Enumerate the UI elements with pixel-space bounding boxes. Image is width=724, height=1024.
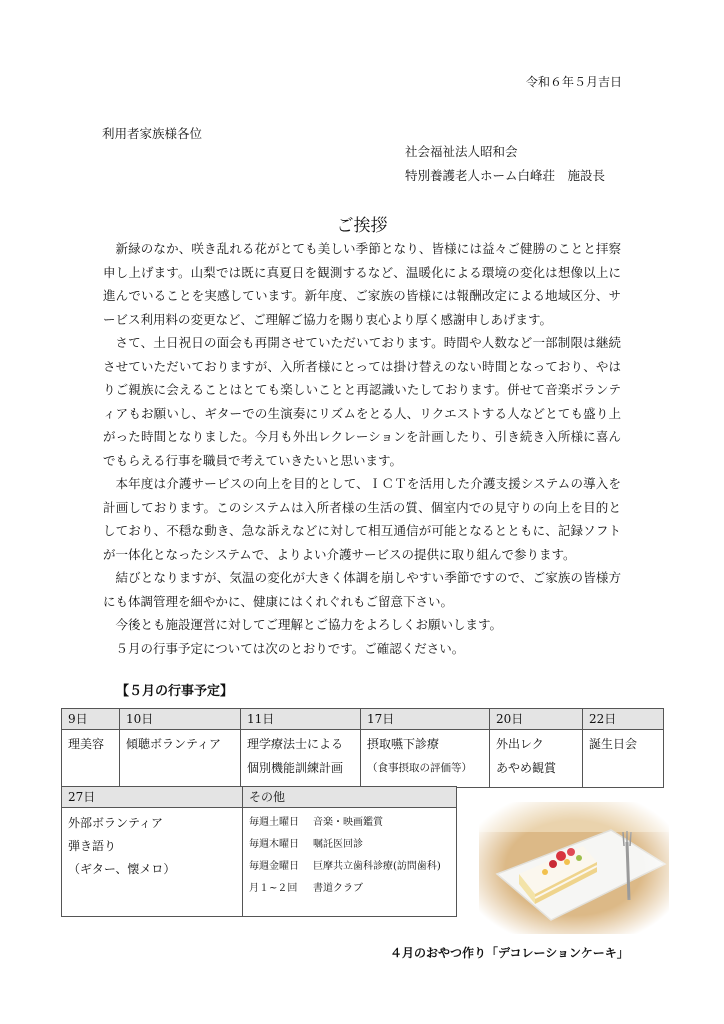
others-header-cell: その他	[243, 787, 457, 808]
schedule-event-cell	[62, 808, 243, 917]
schedule-event-cell	[583, 730, 664, 788]
others-item	[249, 878, 450, 900]
letter-date: 令和６年５月吉日	[525, 75, 622, 89]
schedule-table-main	[61, 708, 664, 788]
schedule-event-cell	[241, 730, 361, 788]
paragraph: 新緑のなか、咲き乱れる花がとても美しい季節となり、皆様には益々ご健勝のことと拝察申し上げます。山梨では既に真夏日を観測するなど、温暖化による環境の変化は想像以上に進んでいることを実感しています。新年度、ご家族の皆様には報酬改定による地域区分、サービス利用料の変更など、ご理解ご協力を賜り衷心より厚く感謝申しあげます。	[103, 241, 621, 327]
others-when: 毎週金曜日	[249, 861, 299, 872]
letter-body	[103, 237, 621, 660]
others-what: 嘱託医回診	[313, 839, 363, 850]
schedule-date-row	[62, 709, 664, 730]
schedule-date-row	[62, 787, 457, 808]
event-text: 誕生日会	[589, 737, 638, 751]
others-what: 巨摩共立歯科診療(訪問歯科)	[313, 861, 441, 872]
others-when: 月１~２回	[249, 883, 298, 894]
schedule-date-cell: 17日	[361, 709, 490, 730]
event-text: あやめ観賞	[496, 761, 557, 775]
others-when: 毎週土曜日	[249, 817, 299, 828]
others-cell	[243, 808, 457, 917]
sender-organization: 社会福祉法人昭和会	[405, 144, 518, 159]
others-what: 書道クラブ	[313, 883, 363, 894]
event-note: （食事摂取の評価等）	[367, 762, 472, 774]
others-what: 音楽・映画鑑賞	[313, 817, 383, 828]
photo-caption: ４月のおやつ作り「デコレーションケーキ」	[390, 946, 629, 960]
event-text: 個別機能訓練計画	[247, 761, 344, 775]
others-item	[249, 834, 450, 856]
schedule-event-cell	[120, 730, 241, 788]
event-text: 傾聴ボランティア	[126, 737, 222, 751]
others-item	[249, 812, 450, 834]
schedule-event-row	[62, 730, 664, 788]
schedule-date-cell: 22日	[583, 709, 664, 730]
schedule-date-cell: 9日	[62, 709, 120, 730]
photo-vignette	[479, 802, 669, 934]
sender-block	[405, 140, 605, 188]
paragraph: さて、土日祝日の面会も再開させていただいております。時間や人数など一部制限は継続させていただいておりますが、入所者様にとっては掛け替えのない時間となっており、やはりご親族に会えることはとても楽しいことと再認識いたしております。併せて音楽ボランティアもお願いし、ギターでの生演奏にリズムをとる人、リクエストする人などとても盛り上がった時間となりました。今月も外出レクレーションを計画したり、引き続き入所様に喜んでもらえる行事を職員で考えていきたいと思います。	[103, 335, 621, 468]
others-when: 毎週木曜日	[249, 839, 299, 850]
recipient-line: 利用者家族様各位	[102, 126, 203, 141]
others-item	[249, 856, 450, 878]
event-text: （ギター、懐メロ）	[68, 862, 176, 876]
event-text: 外出レク	[496, 737, 544, 751]
event-text: 摂取嚥下診療	[367, 737, 440, 751]
schedule-event-cell	[490, 730, 583, 788]
document-title: ご挨拶	[336, 216, 388, 236]
cake-photo	[479, 802, 669, 934]
schedule-heading: 【５月の行事予定】	[116, 684, 234, 699]
event-text: 理美容	[68, 737, 105, 751]
cake-illustration	[479, 802, 669, 934]
schedule-date-cell: 20日	[490, 709, 583, 730]
paragraph: 本年度は介護サービスの向上を目的として、ＩＣＴを活用した介護支援システムの導入を計画しております。このシステムは入所者様の生活の質、個室内での見守りの向上を目的としており、不穏な動き、急な訴えなどに対して相互通信が可能となるとともに、記録ソフトが一体化となったシステムで、よりよい介護サービスの提供に取り組んで参ります。	[103, 476, 621, 562]
schedule-event-cell	[361, 730, 490, 788]
event-text: 外部ボランティア	[68, 816, 164, 830]
schedule-table-secondary	[61, 786, 457, 917]
schedule-date-cell: 27日	[62, 787, 243, 808]
schedule-date-cell: 11日	[241, 709, 361, 730]
schedule-event-row	[62, 808, 457, 917]
event-text: 理学療法士による	[247, 737, 344, 751]
schedule-event-cell	[62, 730, 120, 788]
paragraph: 結びとなりますが、気温の変化が大きく体調を崩しやすい季節ですので、ご家族の皆様方にも体調管理を細やかに、健康にはくれぐれもご留意下さい。	[103, 570, 621, 609]
paragraph: ５月の行事予定については次のとおりです。ご確認ください。	[115, 640, 465, 656]
sender-facility: 特別養護老人ホーム白峰荘 施設長	[405, 168, 606, 183]
event-text: 弾き語り	[68, 839, 117, 853]
schedule-date-cell: 10日	[120, 709, 241, 730]
paragraph: 今後とも施設運営に対してご理解とご協力をよろしくお願いします。	[115, 617, 503, 632]
